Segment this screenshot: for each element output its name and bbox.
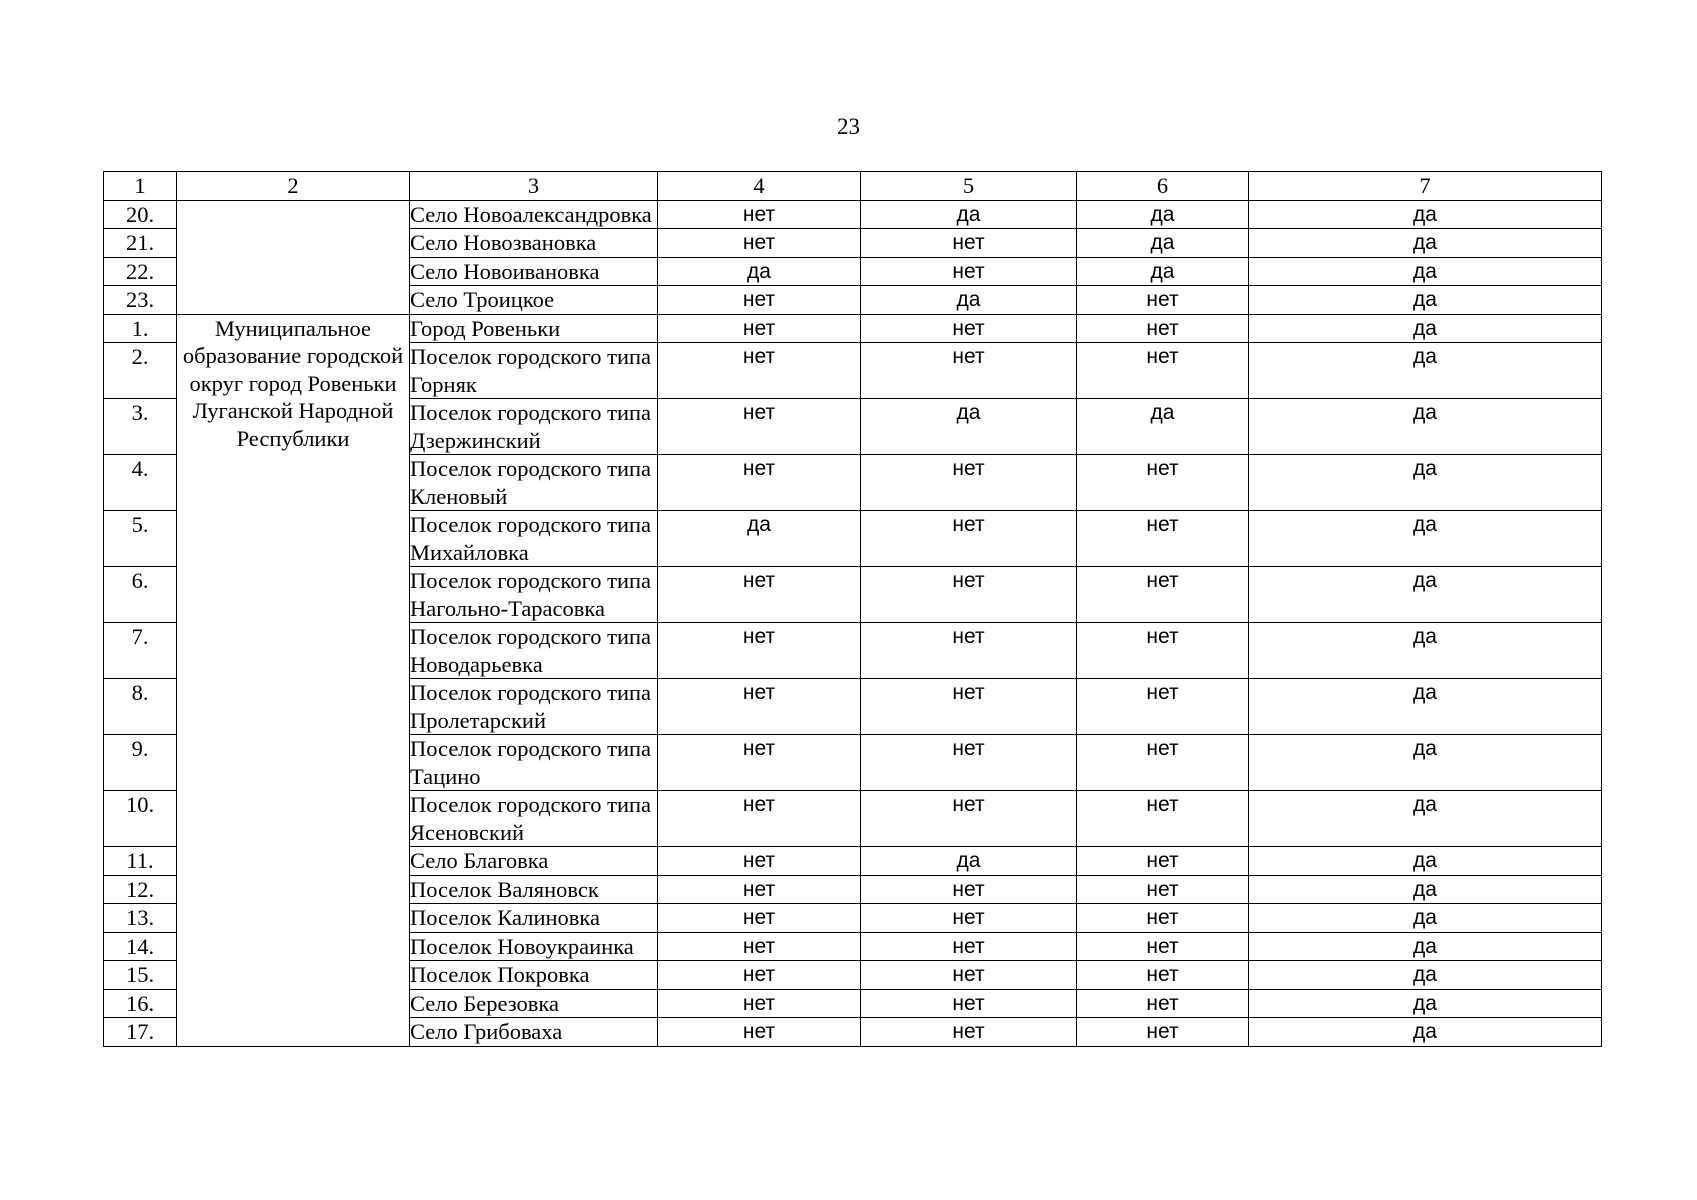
column-6-value: да (1077, 257, 1249, 286)
column-6-value: нет (1077, 904, 1249, 933)
column-6-value: нет (1077, 623, 1249, 679)
column-6-value: нет (1077, 791, 1249, 847)
column-7-value: да (1249, 847, 1602, 876)
row-number: 10. (104, 791, 177, 847)
settlement-name: Поселок Покровка (410, 961, 658, 990)
settlement-name: Поселок Калиновка (410, 904, 658, 933)
settlement-name: Поселок городского типа Михайловка (410, 511, 658, 567)
settlement-name: Село Грибоваха (410, 1018, 658, 1047)
table-body (104, 172, 1602, 1047)
column-7-value: да (1249, 229, 1602, 258)
column-4-value: нет (658, 961, 861, 990)
settlement-name: Село Новоалександровка (410, 200, 658, 229)
column-6-value: нет (1077, 1018, 1249, 1047)
header-cell-5: 5 (861, 172, 1077, 201)
header-cell-3: 3 (410, 172, 658, 201)
column-5-value: нет (861, 875, 1077, 904)
settlement-name: Село Троицкое (410, 286, 658, 315)
row-number: 22. (104, 257, 177, 286)
column-6-value: да (1077, 229, 1249, 258)
column-5-value: да (861, 399, 1077, 455)
column-7-value: да (1249, 875, 1602, 904)
column-5-value: нет (861, 455, 1077, 511)
column-6-value: нет (1077, 735, 1249, 791)
header-row (104, 172, 1602, 201)
column-7-value: да (1249, 511, 1602, 567)
column-4-value: нет (658, 679, 861, 735)
column-7-value: да (1249, 904, 1602, 933)
column-7-value: да (1249, 399, 1602, 455)
column-4-value: нет (658, 286, 861, 315)
column-5-value: да (861, 200, 1077, 229)
settlement-name: Поселок городского типа Дзержинский (410, 399, 658, 455)
column-4-value: нет (658, 847, 861, 876)
row-number: 3. (104, 399, 177, 455)
row-number: 4. (104, 455, 177, 511)
column-4-value: нет (658, 735, 861, 791)
column-7-value: да (1249, 932, 1602, 961)
column-4-value: нет (658, 1018, 861, 1047)
column-4-value: нет (658, 567, 861, 623)
settlement-name: Поселок городского типа Ясеновский (410, 791, 658, 847)
settlement-name: Поселок городского типа Тацино (410, 735, 658, 791)
header-cell-7: 7 (1249, 172, 1602, 201)
column-7-value: да (1249, 257, 1602, 286)
column-6-value: нет (1077, 511, 1249, 567)
column-5-value: нет (861, 989, 1077, 1018)
column-5-value: нет (861, 314, 1077, 343)
settlement-name: Поселок городского типа Кленовый (410, 455, 658, 511)
column-4-value: нет (658, 229, 861, 258)
column-4-value: да (658, 511, 861, 567)
row-number: 12. (104, 875, 177, 904)
settlement-name: Поселок городского типа Горняк (410, 343, 658, 399)
column-6-value: нет (1077, 679, 1249, 735)
column-4-value: нет (658, 989, 861, 1018)
row-number: 2. (104, 343, 177, 399)
column-5-value: да (861, 286, 1077, 315)
settlement-name: Поселок городского типа Новодарьевка (410, 623, 658, 679)
settlement-name: Город Ровеньки (410, 314, 658, 343)
column-4-value: нет (658, 399, 861, 455)
column-5-value: нет (861, 1018, 1077, 1047)
column-7-value: да (1249, 455, 1602, 511)
settlement-name: Село Новозвановка (410, 229, 658, 258)
column-5-value: нет (861, 343, 1077, 399)
column-4-value: нет (658, 343, 861, 399)
column-6-value: нет (1077, 932, 1249, 961)
row-number: 7. (104, 623, 177, 679)
row-number: 14. (104, 932, 177, 961)
column-5-value: нет (861, 257, 1077, 286)
column-5-value: да (861, 847, 1077, 876)
settlement-name: Село Березовка (410, 989, 658, 1018)
column-7-value: да (1249, 314, 1602, 343)
column-5-value: нет (861, 961, 1077, 990)
column-5-value: нет (861, 679, 1077, 735)
column-6-value: да (1077, 399, 1249, 455)
row-number: 9. (104, 735, 177, 791)
settlement-name: Поселок городского типа Пролетарский (410, 679, 658, 735)
column-7-value: да (1249, 286, 1602, 315)
row-number: 11. (104, 847, 177, 876)
row-number: 1. (104, 314, 177, 343)
column-7-value: да (1249, 1018, 1602, 1047)
column-5-value: нет (861, 904, 1077, 933)
settlement-name: Поселок городского типа Нагольно-Тарасовка (410, 567, 658, 623)
column-5-value: нет (861, 229, 1077, 258)
column-6-value: нет (1077, 455, 1249, 511)
column-7-value: да (1249, 735, 1602, 791)
header-cell-4: 4 (658, 172, 861, 201)
column-6-value: нет (1077, 286, 1249, 315)
column-5-value: нет (861, 932, 1077, 961)
header-cell-2: 2 (177, 172, 410, 201)
column-5-value: нет (861, 791, 1077, 847)
column-6-value: нет (1077, 875, 1249, 904)
column-4-value: нет (658, 875, 861, 904)
column-6-value: нет (1077, 567, 1249, 623)
column-7-value: да (1249, 961, 1602, 990)
column-6-value: нет (1077, 343, 1249, 399)
column-4-value: нет (658, 932, 861, 961)
column-7-value: да (1249, 679, 1602, 735)
settlement-name: Село Новоивановка (410, 257, 658, 286)
row-number: 23. (104, 286, 177, 315)
row-number: 20. (104, 200, 177, 229)
settlement-name: Поселок Валяновск (410, 875, 658, 904)
row-number: 17. (104, 1018, 177, 1047)
row-number: 15. (104, 961, 177, 990)
column-5-value: нет (861, 511, 1077, 567)
row-number: 13. (104, 904, 177, 933)
column-5-value: нет (861, 567, 1077, 623)
column-4-value: нет (658, 200, 861, 229)
column-4-value: нет (658, 623, 861, 679)
column-4-value: да (658, 257, 861, 286)
municipality-cell (177, 200, 410, 314)
column-7-value: да (1249, 989, 1602, 1018)
row-number: 6. (104, 567, 177, 623)
column-7-value: да (1249, 791, 1602, 847)
column-4-value: нет (658, 455, 861, 511)
row-number: 16. (104, 989, 177, 1018)
municipality-cell: Муниципальное образование городской округ город Ровеньки Луганской Народной Республики (177, 314, 410, 1046)
table-row (104, 200, 1602, 229)
row-number: 21. (104, 229, 177, 258)
table-row (104, 314, 1602, 343)
header-cell-6: 6 (1077, 172, 1249, 201)
column-6-value: нет (1077, 314, 1249, 343)
column-4-value: нет (658, 791, 861, 847)
column-6-value: нет (1077, 961, 1249, 990)
settlement-name: Поселок Новоукраинка (410, 932, 658, 961)
column-6-value: да (1077, 200, 1249, 229)
settlements-table (103, 171, 1602, 1047)
column-7-value: да (1249, 567, 1602, 623)
settlement-name: Село Благовка (410, 847, 658, 876)
column-4-value: нет (658, 904, 861, 933)
column-6-value: нет (1077, 989, 1249, 1018)
column-7-value: да (1249, 623, 1602, 679)
page-number: 23 (837, 114, 860, 139)
column-6-value: нет (1077, 847, 1249, 876)
column-4-value: нет (658, 314, 861, 343)
row-number: 8. (104, 679, 177, 735)
row-number: 5. (104, 511, 177, 567)
header-cell-1: 1 (104, 172, 177, 201)
column-7-value: да (1249, 343, 1602, 399)
column-7-value: да (1249, 200, 1602, 229)
column-5-value: нет (861, 623, 1077, 679)
column-5-value: нет (861, 735, 1077, 791)
